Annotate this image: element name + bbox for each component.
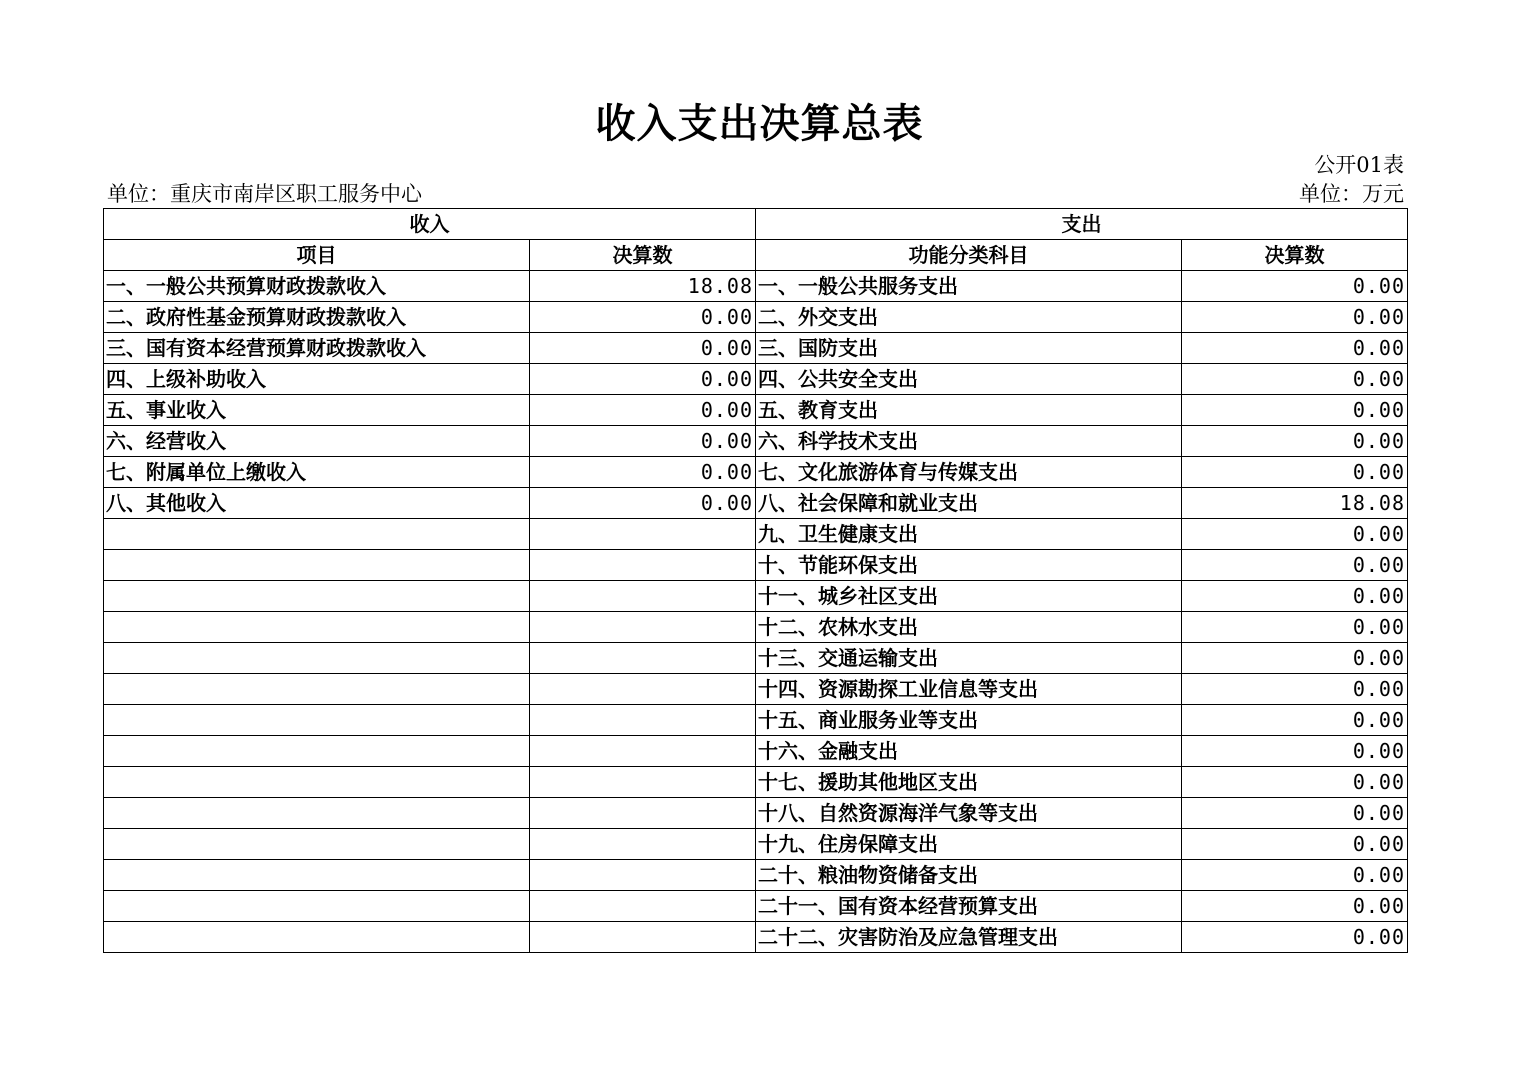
income-item-header: 项目 xyxy=(104,240,530,271)
income-amount-header: 决算数 xyxy=(530,240,756,271)
income-item-cell xyxy=(104,581,530,612)
expense-value-cell: 0.00 xyxy=(1182,302,1408,333)
income-value-cell: 0.00 xyxy=(530,395,756,426)
income-item-cell: 二、政府性基金预算财政拨款收入 xyxy=(104,302,530,333)
expense-value-cell: 0.00 xyxy=(1182,612,1408,643)
expense-value-cell: 0.00 xyxy=(1182,860,1408,891)
expense-item-cell: 十二、农林水支出 xyxy=(756,612,1182,643)
expense-value-cell: 0.00 xyxy=(1182,798,1408,829)
income-item-cell xyxy=(104,550,530,581)
expense-item-cell: 十一、城乡社区支出 xyxy=(756,581,1182,612)
expense-value-cell: 0.00 xyxy=(1182,333,1408,364)
table-row xyxy=(104,457,1408,488)
expense-value-cell: 0.00 xyxy=(1182,519,1408,550)
expense-value-cell: 0.00 xyxy=(1182,426,1408,457)
income-item-cell xyxy=(104,767,530,798)
income-item-cell: 六、经营收入 xyxy=(104,426,530,457)
expense-item-cell: 十九、住房保障支出 xyxy=(756,829,1182,860)
income-item-cell xyxy=(104,798,530,829)
expense-value-cell: 0.00 xyxy=(1182,550,1408,581)
income-item-cell: 五、事业收入 xyxy=(104,395,530,426)
expense-item-cell: 三、国防支出 xyxy=(756,333,1182,364)
income-value-cell xyxy=(530,891,756,922)
income-item-cell xyxy=(104,643,530,674)
expense-item-cell: 六、科学技术支出 xyxy=(756,426,1182,457)
expense-item-cell: 十四、资源勘探工业信息等支出 xyxy=(756,674,1182,705)
income-value-cell xyxy=(530,922,756,953)
table-row xyxy=(104,488,1408,519)
income-value-cell: 0.00 xyxy=(530,333,756,364)
section-header-row xyxy=(104,209,1408,240)
income-value-cell: 0.00 xyxy=(530,364,756,395)
income-value-cell xyxy=(530,705,756,736)
table-row xyxy=(104,271,1408,302)
expense-value-cell: 0.00 xyxy=(1182,457,1408,488)
income-value-cell: 0.00 xyxy=(530,488,756,519)
income-item-cell xyxy=(104,674,530,705)
table-row xyxy=(104,643,1408,674)
expense-item-cell: 二、外交支出 xyxy=(756,302,1182,333)
expense-value-cell: 0.00 xyxy=(1182,705,1408,736)
table-row xyxy=(104,333,1408,364)
expense-item-cell: 十、节能环保支出 xyxy=(756,550,1182,581)
income-value-cell xyxy=(530,550,756,581)
income-item-cell xyxy=(104,922,530,953)
table-row xyxy=(104,364,1408,395)
expense-item-cell: 十八、自然资源海洋气象等支出 xyxy=(756,798,1182,829)
income-value-cell xyxy=(530,581,756,612)
expense-section-header: 支出 xyxy=(756,209,1408,240)
income-item-cell: 一、一般公共预算财政拨款收入 xyxy=(104,271,530,302)
income-item-cell xyxy=(104,829,530,860)
income-value-cell xyxy=(530,643,756,674)
expense-value-cell: 18.08 xyxy=(1182,488,1408,519)
expense-item-cell: 四、公共安全支出 xyxy=(756,364,1182,395)
expense-value-cell: 0.00 xyxy=(1182,581,1408,612)
expense-value-cell: 0.00 xyxy=(1182,364,1408,395)
expense-item-cell: 十六、金融支出 xyxy=(756,736,1182,767)
income-value-cell xyxy=(530,860,756,891)
expense-amount-header: 决算数 xyxy=(1182,240,1408,271)
income-item-cell xyxy=(104,736,530,767)
income-value-cell: 0.00 xyxy=(530,426,756,457)
expense-value-cell: 0.00 xyxy=(1182,922,1408,953)
expense-item-cell: 八、社会保障和就业支出 xyxy=(756,488,1182,519)
expense-item-cell: 十七、援助其他地区支出 xyxy=(756,767,1182,798)
table-row xyxy=(104,395,1408,426)
income-value-cell xyxy=(530,612,756,643)
expense-value-cell: 0.00 xyxy=(1182,736,1408,767)
income-value-cell xyxy=(530,767,756,798)
table-row xyxy=(104,674,1408,705)
expense-value-cell: 0.00 xyxy=(1182,643,1408,674)
income-item-cell xyxy=(104,519,530,550)
income-item-cell xyxy=(104,860,530,891)
expense-item-cell: 二十一、国有资本经营预算支出 xyxy=(756,891,1182,922)
budget-table xyxy=(103,208,1408,953)
table-row xyxy=(104,705,1408,736)
income-item-cell: 七、附属单位上缴收入 xyxy=(104,457,530,488)
expense-item-cell: 一、一般公共服务支出 xyxy=(756,271,1182,302)
expense-item-cell: 五、教育支出 xyxy=(756,395,1182,426)
unit-organization: 单位：重庆市南岸区职工服务中心 xyxy=(107,182,422,206)
table-row xyxy=(104,302,1408,333)
expense-item-cell: 九、卫生健康支出 xyxy=(756,519,1182,550)
expense-function-header: 功能分类科目 xyxy=(756,240,1182,271)
form-code: 公开01表 xyxy=(1314,153,1404,177)
table-row xyxy=(104,829,1408,860)
table-row xyxy=(104,736,1408,767)
income-value-cell xyxy=(530,798,756,829)
expense-item-cell: 七、文化旅游体育与传媒支出 xyxy=(756,457,1182,488)
table-row xyxy=(104,798,1408,829)
income-value-cell xyxy=(530,519,756,550)
expense-item-cell: 二十、粮油物资储备支出 xyxy=(756,860,1182,891)
table-row xyxy=(104,581,1408,612)
income-item-cell xyxy=(104,612,530,643)
income-value-cell xyxy=(530,829,756,860)
table-row xyxy=(104,860,1408,891)
expense-item-cell: 十五、商业服务业等支出 xyxy=(756,705,1182,736)
income-value-cell xyxy=(530,736,756,767)
table-row xyxy=(104,519,1408,550)
expense-value-cell: 0.00 xyxy=(1182,767,1408,798)
income-section-header: 收入 xyxy=(104,209,756,240)
table-row xyxy=(104,550,1408,581)
expense-value-cell: 0.00 xyxy=(1182,829,1408,860)
table-body xyxy=(104,271,1408,953)
income-item-cell: 三、国有资本经营预算财政拨款收入 xyxy=(104,333,530,364)
expense-value-cell: 0.00 xyxy=(1182,891,1408,922)
expense-value-cell: 0.00 xyxy=(1182,271,1408,302)
income-item-cell xyxy=(104,891,530,922)
table-row xyxy=(104,612,1408,643)
income-item-cell: 四、上级补助收入 xyxy=(104,364,530,395)
income-value-cell: 0.00 xyxy=(530,302,756,333)
income-value-cell: 18.08 xyxy=(530,271,756,302)
expense-item-cell: 二十二、灾害防治及应急管理支出 xyxy=(756,922,1182,953)
expense-item-cell: 十三、交通运输支出 xyxy=(756,643,1182,674)
table-row xyxy=(104,891,1408,922)
table-row xyxy=(104,922,1408,953)
column-header-row xyxy=(104,240,1408,271)
income-item-cell: 八、其他收入 xyxy=(104,488,530,519)
table-row xyxy=(104,426,1408,457)
income-item-cell xyxy=(104,705,530,736)
table-row xyxy=(104,767,1408,798)
income-value-cell: 0.00 xyxy=(530,457,756,488)
income-value-cell xyxy=(530,674,756,705)
page-title: 收入支出决算总表 xyxy=(595,100,924,147)
unit-currency: 单位：万元 xyxy=(1299,182,1404,206)
expense-value-cell: 0.00 xyxy=(1182,674,1408,705)
expense-value-cell: 0.00 xyxy=(1182,395,1408,426)
